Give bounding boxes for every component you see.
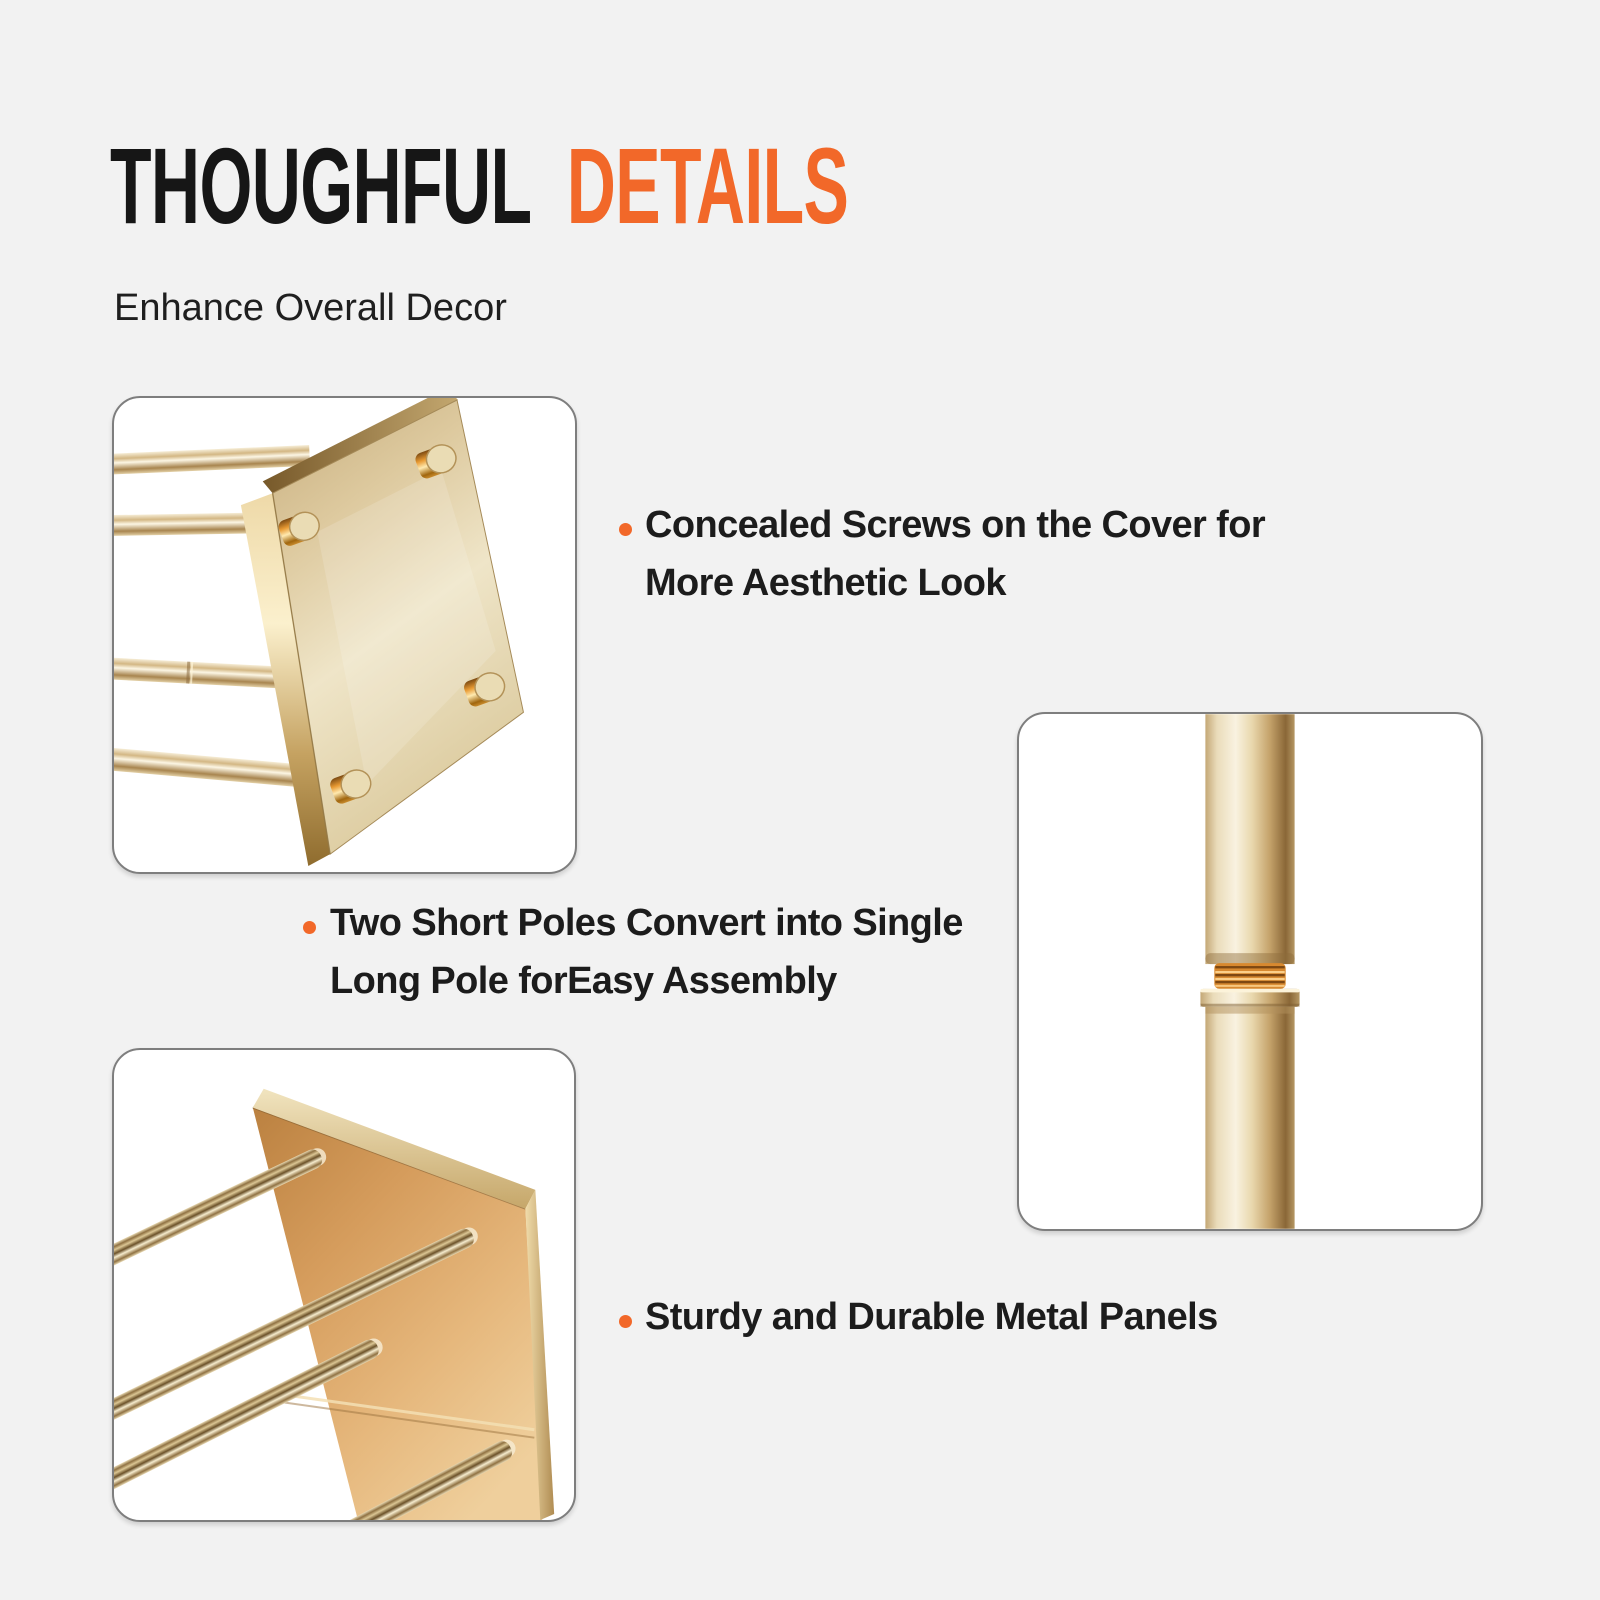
photo-card-cover-plate bbox=[112, 396, 577, 874]
cover-plate bbox=[241, 398, 524, 866]
photo-card-metal-panel bbox=[112, 1048, 576, 1522]
feature-text bbox=[645, 1288, 1218, 1346]
feature-line: Long Pole forEasy Assembly bbox=[330, 960, 837, 1002]
pole-joint bbox=[1200, 714, 1299, 1229]
feature-line: More Aesthetic Look bbox=[645, 562, 1006, 604]
metal-panel-photo bbox=[114, 1050, 574, 1520]
photo-card-pole-joint bbox=[1017, 712, 1483, 1231]
feature-text bbox=[645, 496, 1265, 612]
feature-line: Two Short Poles Convert into Single bbox=[330, 902, 963, 944]
pole-joint-photo bbox=[1019, 714, 1481, 1229]
bullet-dot bbox=[619, 523, 632, 536]
cover-plate-photo bbox=[114, 398, 575, 872]
feature-text bbox=[330, 894, 963, 1010]
title-word-black: THOUGHFUL bbox=[110, 125, 532, 246]
page-subtitle: Enhance Overall Decor bbox=[114, 287, 507, 329]
feature-line: Concealed Screws on the Cover for bbox=[645, 504, 1266, 546]
title-word-orange: DETAILS bbox=[566, 125, 849, 246]
feature-line: Sturdy and Durable Metal Panels bbox=[645, 1296, 1218, 1338]
bullet-dot bbox=[303, 921, 316, 934]
page-title bbox=[110, 125, 849, 246]
bullet-dot bbox=[619, 1315, 632, 1328]
